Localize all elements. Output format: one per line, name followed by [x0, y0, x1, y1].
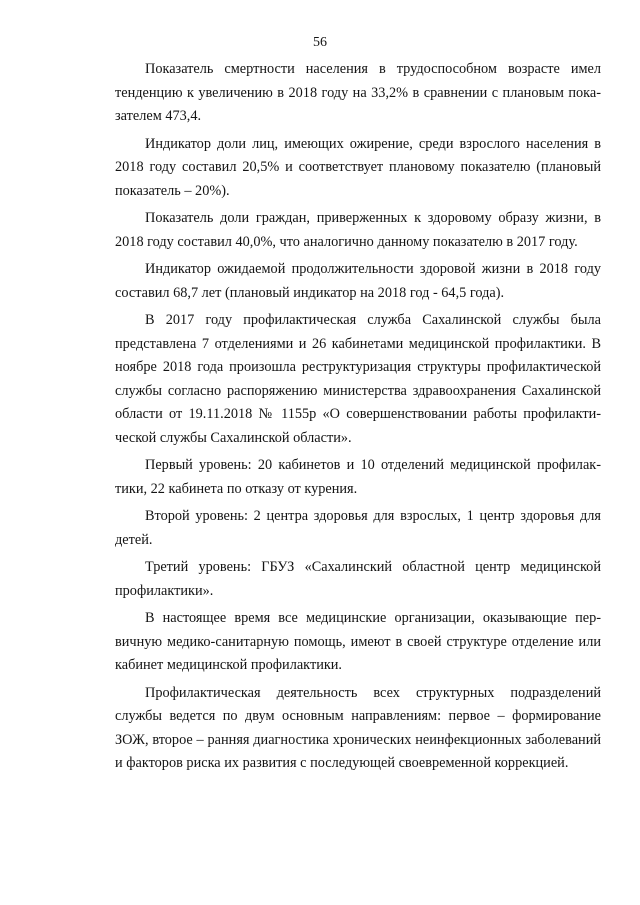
paragraph-second-level: Второй уровень: 2 центра здоровья для взрослых, 1 центр здоровья для детей. [115, 508, 601, 548]
paragraph-activity-directions: Профилактическая деятельность всех структурных подразделений службы ведется по двум основным направлениям: первое – формирование ЗОЖ, второе – ранняя диагностика хронических неинфекционных заболеваний и факторов риска их развития с последующей своевременной коррекцией. [115, 684, 601, 771]
paragraph-healthy-lifestyle: Показатель доли граждан, приверженных к здоровому образу жизни, в 2018 году составил 40,0%, что аналогично данному показателю в 2017 году. [115, 210, 601, 250]
paragraph-third-level: Третий уровень: ГБУЗ «Сахалинский областной центр медицинской профилактики». [115, 559, 601, 599]
page-number: 56 [313, 35, 327, 50]
paragraph-first-level: Первый уровень: 20 кабинетов и 10 отделений медицинской профилактики, 22 кабинета по отказу от курения. [115, 457, 601, 497]
paragraph-current-state: В настоящее время все медицинские организации, оказывающие первичную медико-санитарную помощь, имеют в своей структуре отделение или кабинет медицинской профилактики. [115, 610, 601, 673]
paragraph-restructuring: В 2017 году профилактическая служба Сахалинской службы была представлена 7 отделениями и 26 кабинетами медицинской профилактики. В ноябре 2018 года произошла реструктуризация структуры профилактической службы согласно распоряжению министерства здравоохранения Сахалинской области от 19.11.2018 № 1155р «О совершенствовании работы профилактической службы Сахалинской области». [115, 312, 601, 446]
paragraph-obesity: Индикатор доли лиц, имеющих ожирение, среди взрослого населения в 2018 году составил 20,5% и соответствует плановому показателю (плановый показатель – 20%). [115, 135, 601, 199]
paragraph-mortality: Показатель смертности населения в трудоспособном возрасте имел тенденцию к увеличению в 2018 году на 33,2% в сравнении с плановым показателем 473,4. [115, 61, 601, 124]
paragraph-life-expectancy: Индикатор ожидаемой продолжительности здоровой жизни в 2018 году составил 68,7 лет (плановый индикатор на 2018 год - 64,5 года). [115, 261, 601, 301]
page-body [115, 58, 601, 780]
